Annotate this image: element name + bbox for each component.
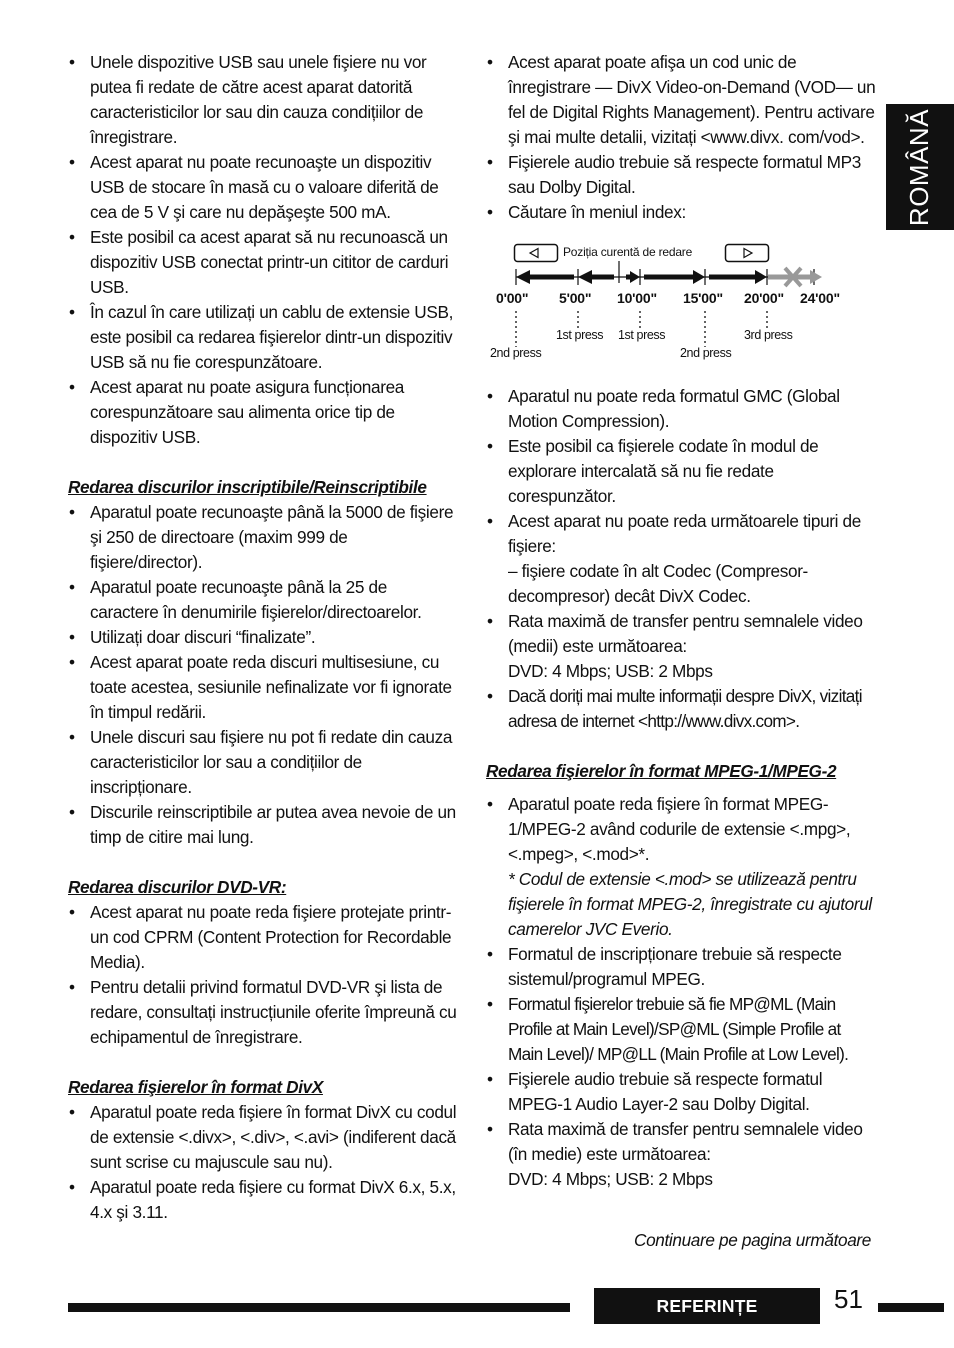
language-tab-label: ROMÂNĂ xyxy=(904,108,935,226)
skip-forward-button xyxy=(726,245,769,262)
section-title-mpeg: Redarea fişierelor în format MPEG-1/MPEG-2 xyxy=(486,761,837,781)
current-position-label: Poziția curentă de redare xyxy=(563,245,693,259)
list-item-subtext: DVD: 4 Mbps; USB: 2 Mbps xyxy=(508,661,713,681)
press-label: 1st press xyxy=(556,328,604,342)
press-label: 2nd press xyxy=(680,346,732,360)
continued-note: Continuare pe pagina următoare xyxy=(634,1230,871,1250)
list-item: • Pentru detalii privind formatul DVD-VR şi lista de redare, consultați instrucțiunile oferite împreună cu echipamentul de înregistrare. xyxy=(68,975,458,1050)
left-column xyxy=(68,50,458,1225)
footer-rule-right xyxy=(878,1303,944,1312)
list-item: • Unele dispozitive USB sau unele fişiere nu vor putea fi redate de către acest aparat datorită caracteristicilor lor sau din cauza condițiilor de înregistrare. xyxy=(68,50,458,150)
recordable-discs-list xyxy=(68,500,458,850)
mpeg-list xyxy=(486,792,878,1192)
section-title-recordable-discs: Redarea discurilor inscriptibile/Reinscriptibile xyxy=(68,477,427,497)
list-item: • Formatul fişierelor trebuie să fie MP@ML (Main Profile at Main Level)/SP@ML (Simple Profile at Main Level)/ MP@LL (Main Profile at Low Level). xyxy=(486,992,878,1067)
list-item xyxy=(486,509,878,609)
index-search-diagram xyxy=(476,229,868,379)
list-item: • Acest aparat poate afişa un cod unic de înregistrare — DivX Video-on-Demand (VOD— un fel de Digital Rights Management). Pentru activare şi mai multe detalii, vizitați <www.divx. com/vod>. xyxy=(486,50,878,150)
list-item: • Acest aparat nu poate recunoaşte un dispozitiv USB de stocare în masă cu o valoare diferită de cea de 5 V şi care nu depăşeşte 500 mA. xyxy=(68,150,458,225)
list-item: • Căutare în meniul index: xyxy=(486,200,878,225)
list-item: • Aparatul nu poate reda formatul GMC (Global Motion Compression). xyxy=(486,384,878,434)
list-item: • Aparatul poate recunoaşte până la 5000 de fişiere şi 250 de directoare (maxim 999 de fişiere/director). xyxy=(68,500,458,575)
list-item-subtext: DVD: 4 Mbps; USB: 2 Mbps xyxy=(508,1169,713,1189)
list-item: • Aparatul poate recunoaşte până la 25 de caractere în denumirile fişierelor/directoarelor. xyxy=(68,575,458,625)
list-item: • Dacă doriți mai multe informații despre DivX, vizitați adresa de internet <http://www.divx.com>. xyxy=(486,684,878,734)
list-item: • Acest aparat nu poate asigura funcționarea corespunzătoare sau alimenta orice tip de dispozitiv USB. xyxy=(68,375,458,450)
language-tab xyxy=(886,104,954,230)
list-item: • Utilizați doar discuri “finalizate”. xyxy=(68,625,458,650)
list-item xyxy=(486,792,878,942)
section-title-dvd-vr: Redarea discurilor DVD-VR: xyxy=(68,877,287,897)
list-item-note: * Codul de extensie <.mod> se utilizează pentru fişierele în format MPEG-2, înregistrate cu ajutorul camerelor JVC Everio. xyxy=(508,869,872,939)
section-title-divx: Redarea fişierelor în format DivX xyxy=(68,1077,323,1097)
list-item-text: • Rata maximă de transfer pentru semnalele video (în medie) este următoarea: xyxy=(508,1119,863,1164)
press-label: 3rd press xyxy=(744,328,793,342)
press-label: 2nd press xyxy=(490,346,542,360)
list-item: • Aparatul poate reda fişiere în format DivX cu codul de extensie <.divx>, <.div>, <.avi> (indiferent dacă sunt scrise cu majuscule sau nu). xyxy=(68,1100,458,1175)
list-item: • Aparatul poate reda fişiere cu format DivX 6.x, 5.x, 4.x şi 3.11. xyxy=(68,1175,458,1225)
divx-notes-list xyxy=(486,50,878,225)
list-item-text: • Aparatul poate reda fişiere în format MPEG-1/MPEG-2 având codurile de extensie <.mpg>, <.mpeg>, <.mod>*. xyxy=(508,794,851,864)
list-item: • Discurile reinscriptibile ar putea avea nevoie de un timp de citire mai lung. xyxy=(68,800,458,850)
time-label: 10'00" xyxy=(617,290,657,306)
time-label: 5'00" xyxy=(559,290,592,306)
footer-section-label: REFERINȚE xyxy=(594,1288,820,1324)
list-item: • Formatul de inscripționare trebuie să respecte sistemul/programul MPEG. xyxy=(486,942,878,992)
list-item-text: • Acest aparat nu poate reda următoarele tipuri de fişiere: xyxy=(508,511,861,556)
list-item: • Acest aparat poate reda discuri multisesiune, cu toate acestea, sesiunile nefinalizate vor fi ignorate în timpul redării. xyxy=(68,650,458,725)
dvd-vr-list xyxy=(68,900,458,1050)
time-label: 20'00" xyxy=(744,290,784,306)
footer-rule-left xyxy=(68,1303,570,1312)
time-label: 15'00" xyxy=(683,290,723,306)
time-label: 0'00" xyxy=(496,290,529,306)
list-item: • Unele discuri sau fişiere nu pot fi redate din cauza caracteristicilor lor sau a condițiilor de inscripționare. xyxy=(68,725,458,800)
list-item xyxy=(486,1117,878,1192)
right-column xyxy=(486,50,878,1192)
skip-back-button xyxy=(515,245,558,262)
list-item xyxy=(486,609,878,684)
press-label: 1st press xyxy=(618,328,666,342)
divx-list xyxy=(68,1100,458,1225)
list-item: • Fişierele audio trebuie să respecte formatul MPEG-1 Audio Layer-2 sau Dolby Digital. xyxy=(486,1067,878,1117)
usb-notes-list xyxy=(68,50,458,450)
list-item-text: • Rata maximă de transfer pentru semnalele video (medii) este următoarea: xyxy=(508,611,863,656)
time-label: 24'00" xyxy=(800,290,840,306)
list-item: • Este posibil ca fişierele codate în modul de explorare intercalată să nu fie redate corespunzător. xyxy=(486,434,878,509)
list-item-subtext: – fişiere codate în alt Codec (Compresor-decompresor) decât DivX Codec. xyxy=(508,561,808,606)
list-item: • Fişierele audio trebuie să respecte formatul MP3 sau Dolby Digital. xyxy=(486,150,878,200)
page-number: 51 xyxy=(834,1284,863,1314)
list-item: • În cazul în care utilizați un cablu de extensie USB, este posibil ca redarea fişierelor dintr-un dispozitiv USB să nu fie corespunzătoare. xyxy=(68,300,458,375)
list-item: • Este posibil ca acest aparat să nu recunoască un dispozitiv USB conectat printr-un cititor de carduri USB. xyxy=(68,225,458,300)
list-item: • Acest aparat nu poate reda fişiere protejate printr-un cod CPRM (Content Protection for Recordable Media). xyxy=(68,900,458,975)
divx-notes-list-2 xyxy=(486,384,878,734)
